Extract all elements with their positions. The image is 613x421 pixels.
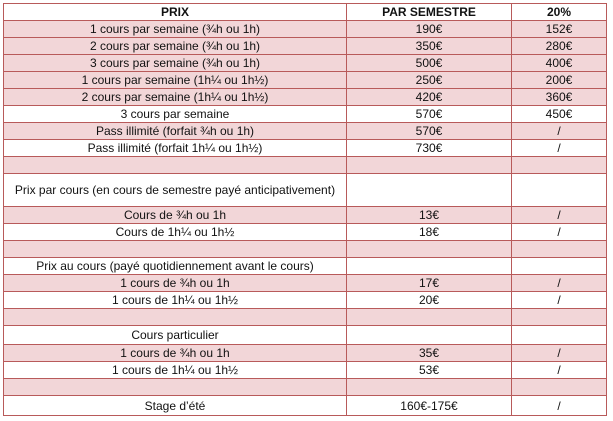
row-semester-price: 17€ [347,275,512,292]
row-discount-price [512,309,607,326]
row-label: 1 cours par semaine (¾h ou 1h) [4,21,347,38]
row-discount-price [512,174,607,207]
row-label: 2 cours par semaine (¾h ou 1h) [4,38,347,55]
row-discount-price: 450€ [512,106,607,123]
row-discount-price: / [512,207,607,224]
row-label: 3 cours par semaine [4,106,347,123]
header-prix: PRIX [4,4,347,21]
row-discount-price [512,157,607,174]
row-semester-price: 13€ [347,207,512,224]
row-semester-price: 570€ [347,123,512,140]
row-label: Pass illimité (forfait ¾h ou 1h) [4,123,347,140]
row-label: Pass illimité (forfait 1h¼ ou 1h½) [4,140,347,157]
row-label [4,157,347,174]
row-discount-price: / [512,345,607,362]
row-semester-price [347,241,512,258]
table-row [4,174,607,207]
table-row [4,345,607,362]
row-semester-price: 35€ [347,345,512,362]
row-semester-price: 500€ [347,55,512,72]
table-row [4,72,607,89]
row-discount-price [512,241,607,258]
table-row-spacer [4,379,607,396]
row-label: Cours particulier [4,326,347,345]
table-row [4,123,607,140]
table-row [4,396,607,416]
row-semester-price: 420€ [347,89,512,106]
row-discount-price: / [512,123,607,140]
table-row [4,89,607,106]
row-discount-price [512,258,607,275]
row-discount-price: 360€ [512,89,607,106]
row-discount-price: 400€ [512,55,607,72]
row-semester-price: 18€ [347,224,512,241]
row-semester-price [347,258,512,275]
row-semester-price: 250€ [347,72,512,89]
table-row [4,21,607,38]
row-label: 1 cours par semaine (1h¼ ou 1h½) [4,72,347,89]
row-label: 1 cours de 1h¼ ou 1h½ [4,362,347,379]
row-discount-price: / [512,292,607,309]
table-row [4,140,607,157]
table-row [4,224,607,241]
row-semester-price: 730€ [347,140,512,157]
row-semester-price [347,157,512,174]
header-20-percent: 20% [512,4,607,21]
row-discount-price: 200€ [512,72,607,89]
table-row [4,207,607,224]
row-label: Prix par cours (en cours de semestre payé anticipativement) [4,174,347,207]
row-discount-price: 152€ [512,21,607,38]
row-semester-price: 53€ [347,362,512,379]
row-semester-price: 20€ [347,292,512,309]
row-semester-price [347,379,512,396]
row-discount-price [512,379,607,396]
row-semester-price [347,174,512,207]
table-row [4,326,607,345]
row-discount-price: / [512,396,607,416]
table-row [4,38,607,55]
row-label [4,379,347,396]
row-label: 1 cours de 1h¼ ou 1h½ [4,292,347,309]
row-label: 1 cours de ¾h ou 1h [4,345,347,362]
table-row [4,106,607,123]
header-par-semestre: PAR SEMESTRE [347,4,512,21]
table-row [4,275,607,292]
row-semester-price: 160€-175€ [347,396,512,416]
row-discount-price: / [512,275,607,292]
row-discount-price: / [512,140,607,157]
row-label: Cours de 1h¼ ou 1h½ [4,224,347,241]
row-discount-price: / [512,224,607,241]
row-label: Prix au cours (payé quotidiennement avant le cours) [4,258,347,275]
table-row [4,362,607,379]
table-row-spacer [4,241,607,258]
row-discount-price: 280€ [512,38,607,55]
row-label: Cours de ¾h ou 1h [4,207,347,224]
table-row [4,55,607,72]
table-row [4,258,607,275]
header-row [4,4,607,21]
row-label: Stage d’été [4,396,347,416]
table-row [4,292,607,309]
row-semester-price: 190€ [347,21,512,38]
row-semester-price: 350€ [347,38,512,55]
row-label: 3 cours par semaine (¾h ou 1h) [4,55,347,72]
row-label: 2 cours par semaine (1h¼ ou 1h½) [4,89,347,106]
row-semester-price: 570€ [347,106,512,123]
table-row-spacer [4,309,607,326]
row-discount-price [512,326,607,345]
row-semester-price [347,309,512,326]
row-semester-price [347,326,512,345]
row-label [4,309,347,326]
table-row-spacer [4,157,607,174]
row-discount-price: / [512,362,607,379]
row-label: 1 cours de ¾h ou 1h [4,275,347,292]
price-table [3,3,607,416]
row-label [4,241,347,258]
